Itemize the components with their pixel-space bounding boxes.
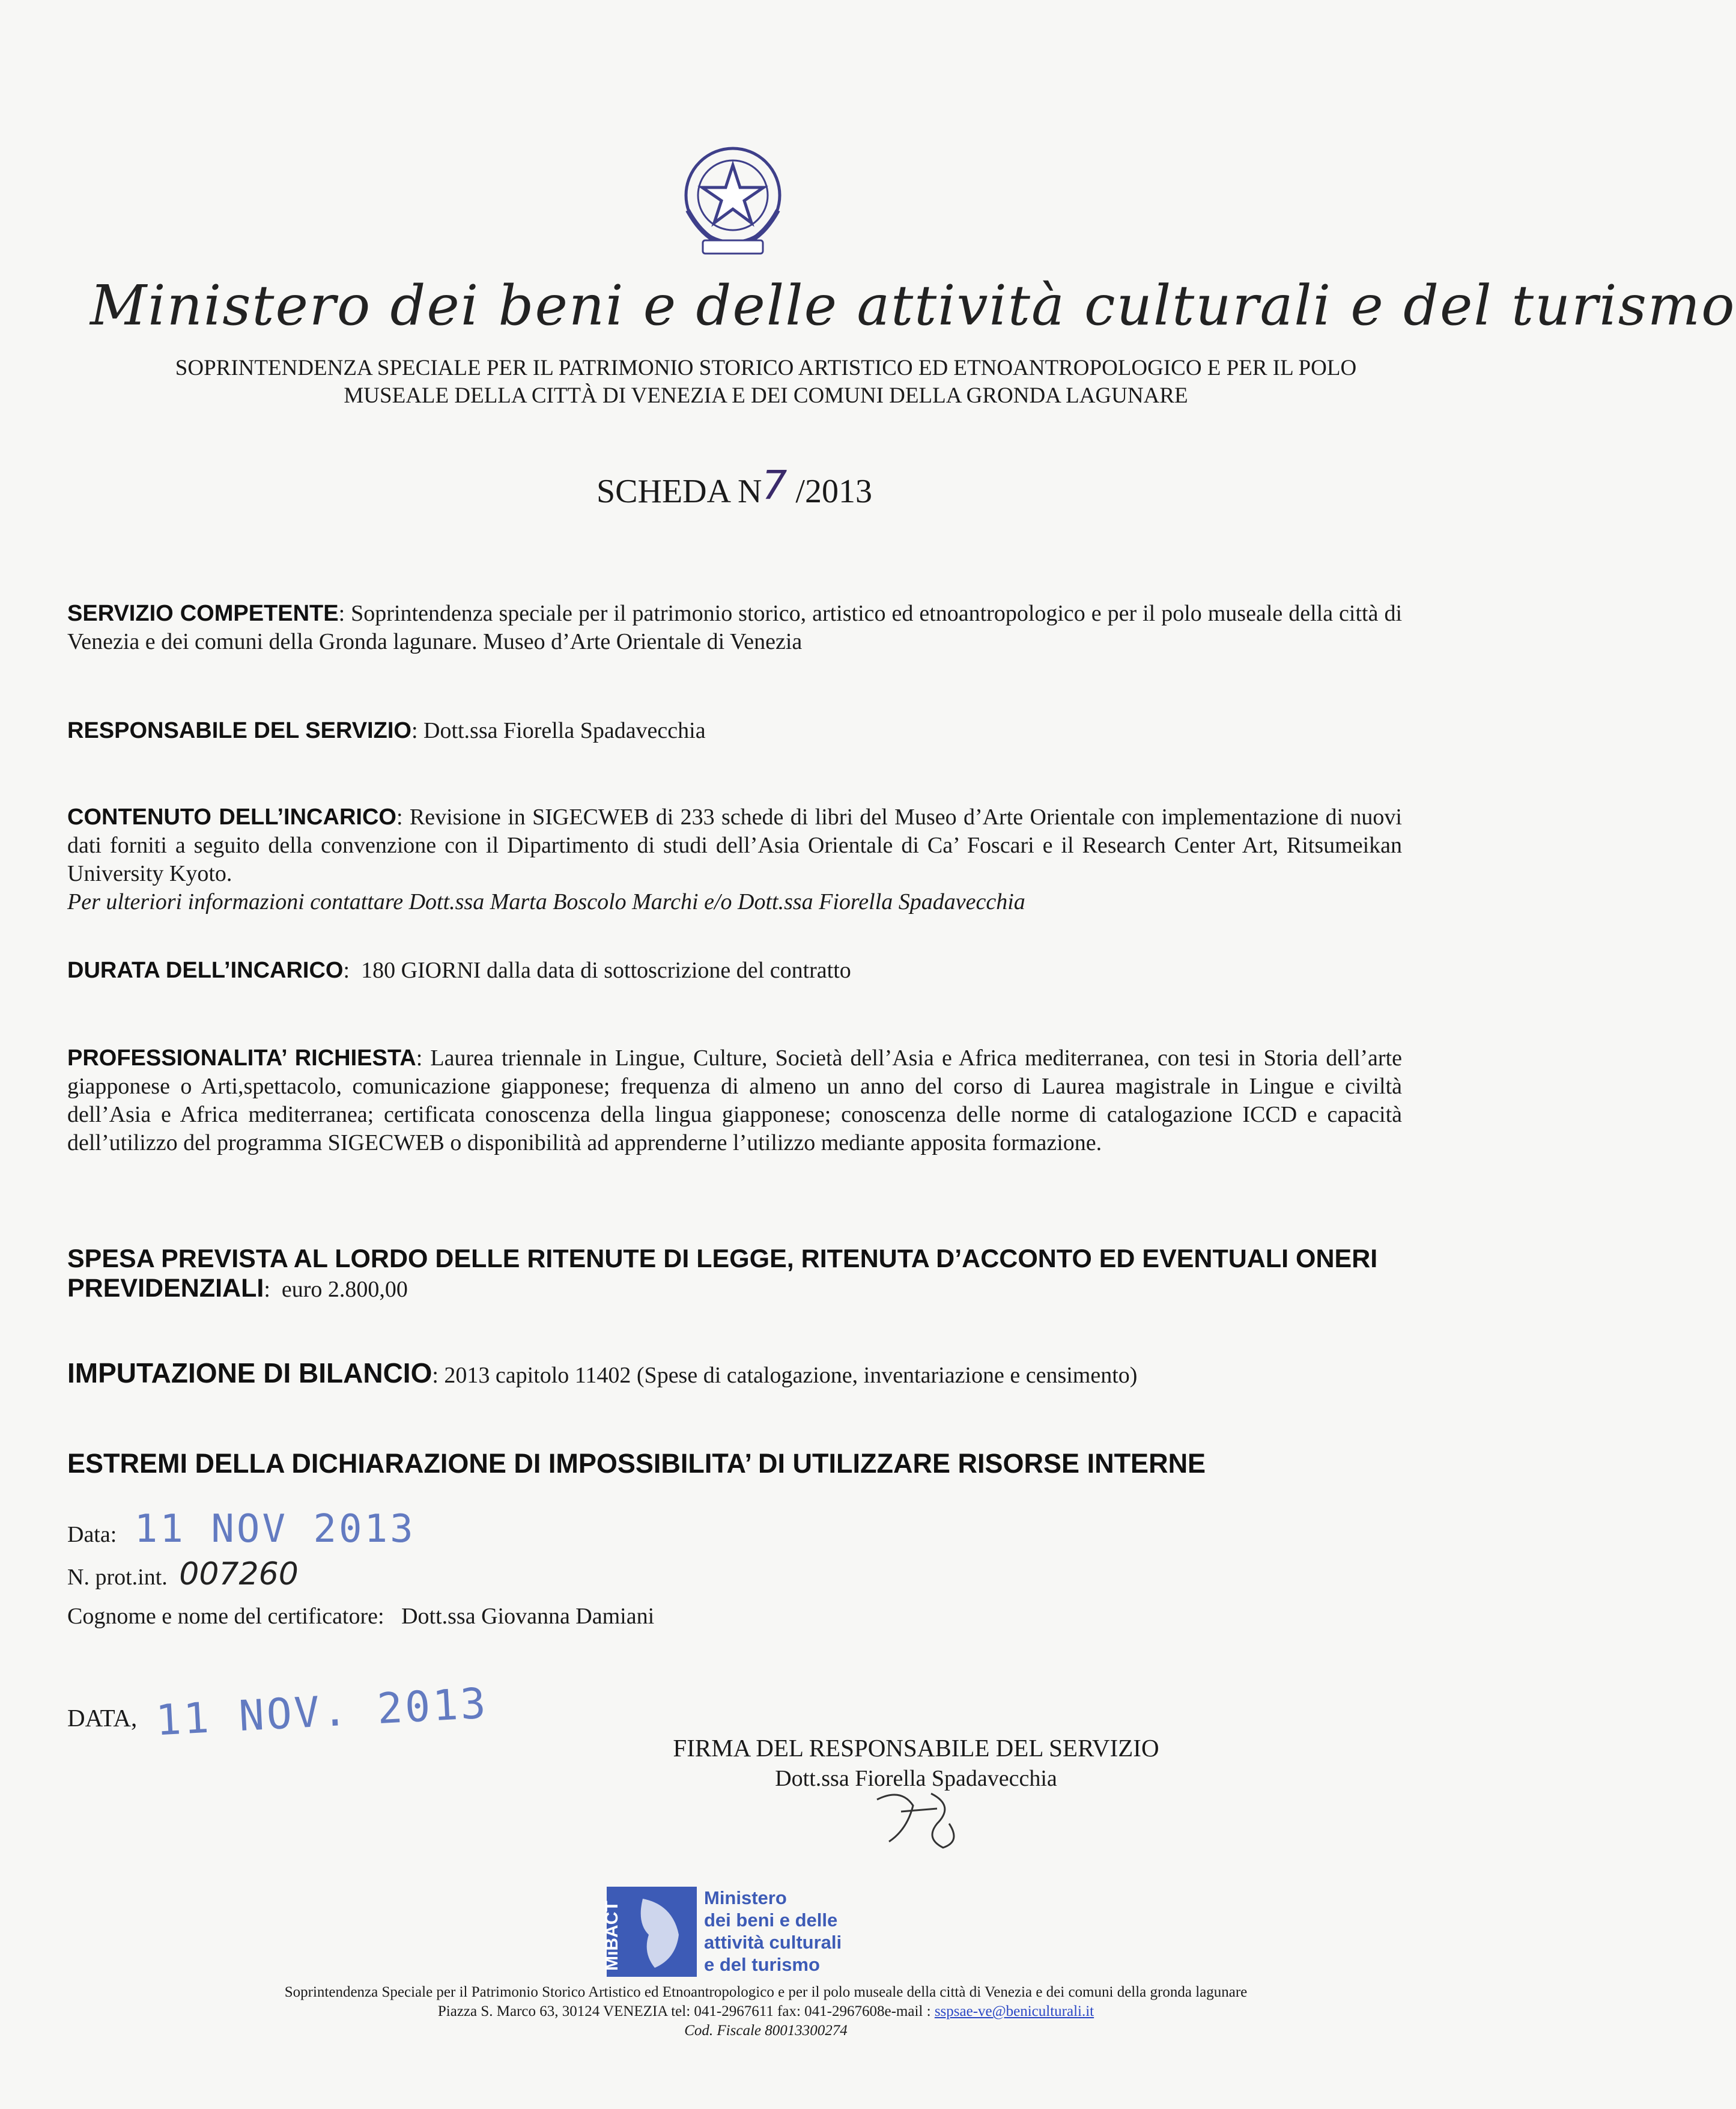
certificatore-label: Cognome e nome del certificatore:: [67, 1604, 384, 1629]
soprintendenza-line-1: SOPRINTENDENZA SPECIALE PER IL PATRIMONIO STORICO ARTISTICO ED ETNOANTROPOLOGICO E PER IL POLO: [175, 356, 1357, 380]
section-responsabile: RESPONSABILE DEL SERVIZIO: Dott.ssa Fiorella Spadavecchia: [67, 718, 706, 743]
durata-text: 180 GIORNI dalla data di sottoscrizione del contratto: [361, 958, 851, 983]
scheda-title: [90, 462, 1379, 512]
section-spesa: SPESA PREVISTA AL LORDO DELLE RITENUTE DI LEGGE, RITENUTA D’ACCONTO ED EVENTUALI ONERI PREVIDENZIALI: euro 2.800,00: [67, 1244, 1378, 1303]
logo-line-3: attività culturali: [704, 1932, 842, 1953]
logo-line-4: e del turismo: [704, 1954, 820, 1975]
soprintendenza-heading: [90, 355, 1442, 410]
responsabile-label: RESPONSABILE DEL SERVIZIO: [67, 718, 411, 743]
durata-label: DURATA DELL’INCARICO: [67, 958, 344, 983]
section-durata: DURATA DELL’INCARICO: 180 GIORNI dalla data di sottoscrizione del contratto: [67, 958, 851, 983]
footer-line-2: [90, 2002, 1442, 2021]
section-servizio: SERVIZIO COMPETENTE: Soprintendenza speciale per il patrimonio storico, artistico ed etnoantropologico e per il polo museale della città di Venezia e dei comuni della Gronda lagunare. Museo d’Arte Orientale di Venezia: [67, 601, 1402, 654]
logo-line-2: dei beni e delle: [704, 1910, 838, 1931]
footer-line-1: Soprintendenza Speciale per il Patrimonio Storico Artistico ed Etnoantropologico e per il polo museale della città di Venezia e dei comuni della gronda lagunare: [284, 1984, 1248, 2000]
firma-date-row: [67, 1678, 490, 1745]
section-imputazione: IMPUTAZIONE DI BILANCIO: 2013 capitolo 11402 (Spese di catalogazione, inventariazione e censimento): [67, 1357, 1138, 1389]
spesa-label: SPESA PREVISTA AL LORDO DELLE RITENUTE DI LEGGE, RITENUTA D’ACCONTO ED EVENTUALI ONERI PREVIDENZIALI: [67, 1244, 1378, 1303]
scheda-prefix: SCHEDA N: [596, 473, 762, 510]
footer-address: Piazza S. Marco 63, 30124 VENEZIA tel: 041-2967611 fax: 041-2967608e-mail :: [437, 2003, 935, 2019]
imputazione-label: IMPUTAZIONE DI BILANCIO: [67, 1357, 432, 1389]
section-contenuto: CONTENUTO DELL’INCARICO: Revisione in SIGECWEB di 233 schede di libri del Museo d’Arte Orientale con implementazione di nuovi dati forniti a seguito della convenzione con il Dipartimento di studi dell’Asia Orientale di Ca’ Foscari e il Research Center Art, Ritsumeikan University Kyoto. Per ulteriori informazioni contattare Dott.ssa Marta Boscolo Marchi e/o Dott.ssa Fiorella Spadavecchia: [67, 803, 1402, 916]
protocol-label: N. prot.int.: [67, 1565, 168, 1590]
mibact-logo: [602, 1887, 697, 1977]
footer: [90, 1983, 1442, 2041]
contenuto-label: CONTENUTO DELL’INCARICO: [67, 805, 396, 830]
certificatore-value: Dott.ssa Giovanna Damiani: [401, 1604, 655, 1629]
data-row: [67, 1507, 416, 1551]
logo-line-1: Ministero: [704, 1887, 787, 1908]
contenuto-text: Revisione in SIGECWEB di 233 schede di libri del Museo d’Arte Orientale con implementazione di nuovi dati forniti a seguito della convenzione con il Dipartimento di studi dell’Asia Orientale di Ca’ Foscari e il Research Center Art, Ritsumeikan University Kyoto.: [67, 805, 1402, 886]
mibact-logo-emblem-text: MiBACT: [602, 1901, 622, 1971]
protocol-number-handwritten: 007260: [179, 1556, 299, 1592]
firma-name: Dott.ssa Fiorella Spadavecchia: [775, 1766, 1057, 1791]
firma-title: FIRMA DEL RESPONSABILE DEL SERVIZIO: [673, 1734, 1159, 1762]
professionalita-text: Laurea triennale in Lingue, Culture, Società dell’Asia e Africa mediterranea, con tesi in Storia dell’arte giapponese o Arti,spettacolo, comunicazione giapponese; frequenza di almeno un anno del corso di Laurea magistrale in Lingue e civiltà dell’Asia e Africa mediterranea; certificata conoscenza della lingua giapponese; conoscenza delle norme di catalogazione ICCD e capacità dell’utilizzo del programma SIGECWEB o disponibilità ad apprenderne l’utilizzo mediante apposita formazione.: [67, 1045, 1402, 1155]
section-estremi: [67, 1449, 1402, 1480]
servizio-label: SERVIZIO COMPETENTE: [67, 601, 339, 626]
estremi-label: ESTREMI DELLA DICHIARAZIONE DI IMPOSSIBILITA’ DI UTILIZZARE RISORSE INTERNE: [67, 1448, 1206, 1479]
imputazione-text: 2013 capitolo 11402 (Spese di catalogazione, inventariazione e censimento): [444, 1363, 1138, 1388]
scheda-number-handwritten: 7: [762, 462, 788, 508]
data-stamp: 11 NOV 2013: [134, 1507, 416, 1551]
mibact-logo-text: [704, 1887, 842, 1976]
handwritten-signature-icon: [865, 1782, 973, 1854]
servizio-text: Soprintendenza speciale per il patrimonio storico, artistico ed etnoantropologico e per il polo museale della città di Venezia e dei comuni della Gronda lagunare. Museo d’Arte Orientale di Venezia: [67, 601, 1402, 654]
responsabile-text: Dott.ssa Fiorella Spadavecchia: [423, 718, 706, 743]
certificatore-row: [67, 1603, 654, 1630]
footer-codice-fiscale: Cod. Fiscale 80013300274: [684, 2022, 848, 2039]
firma-date-label: DATA,: [67, 1704, 138, 1732]
footer-email-link[interactable]: sspsae-ve@beniculturali.it: [934, 2003, 1094, 2019]
data-label: Data:: [67, 1522, 117, 1547]
protocol-row: [67, 1556, 299, 1592]
spesa-text: euro 2.800,00: [281, 1277, 408, 1302]
ministry-title: Ministero dei beni e delle attività culturali e del turismo: [90, 273, 1736, 338]
firma-date-stamp: 11 NOV. 2013: [154, 1678, 490, 1745]
mibact-logo-icon: [602, 1887, 697, 1977]
soprintendenza-line-2: MUSEALE DELLA CITTÀ DI VENEZIA E DEI COMUNI DELLA GRONDA LAGUNARE: [344, 383, 1188, 408]
section-professionalita: PROFESSIONALITA’ RICHIESTA: Laurea triennale in Lingue, Culture, Società dell’Asia e Africa mediterranea, con tesi in Storia dell’arte giapponese o Arti,spettacolo, comunicazione giapponese; frequenza di almeno un anno del corso di Laurea magistrale in Lingue e civiltà dell’Asia e Africa mediterranea; certificata conoscenza della lingua giapponese; conoscenza delle norme di catalogazione ICCD e capacità dell’utilizzo del programma SIGECWEB o disponibilità ad apprenderne l’utilizzo mediante apposita formazione.: [67, 1045, 1402, 1155]
contenuto-note: Per ulteriori informazioni contattare Dott.ssa Marta Boscolo Marchi e/o Dott.ssa Fiorella Spadavecchia: [67, 889, 1025, 915]
republic-emblem-icon: [670, 138, 796, 264]
professionalita-label: PROFESSIONALITA’ RICHIESTA: [67, 1045, 416, 1071]
scheda-suffix: /2013: [787, 473, 872, 510]
